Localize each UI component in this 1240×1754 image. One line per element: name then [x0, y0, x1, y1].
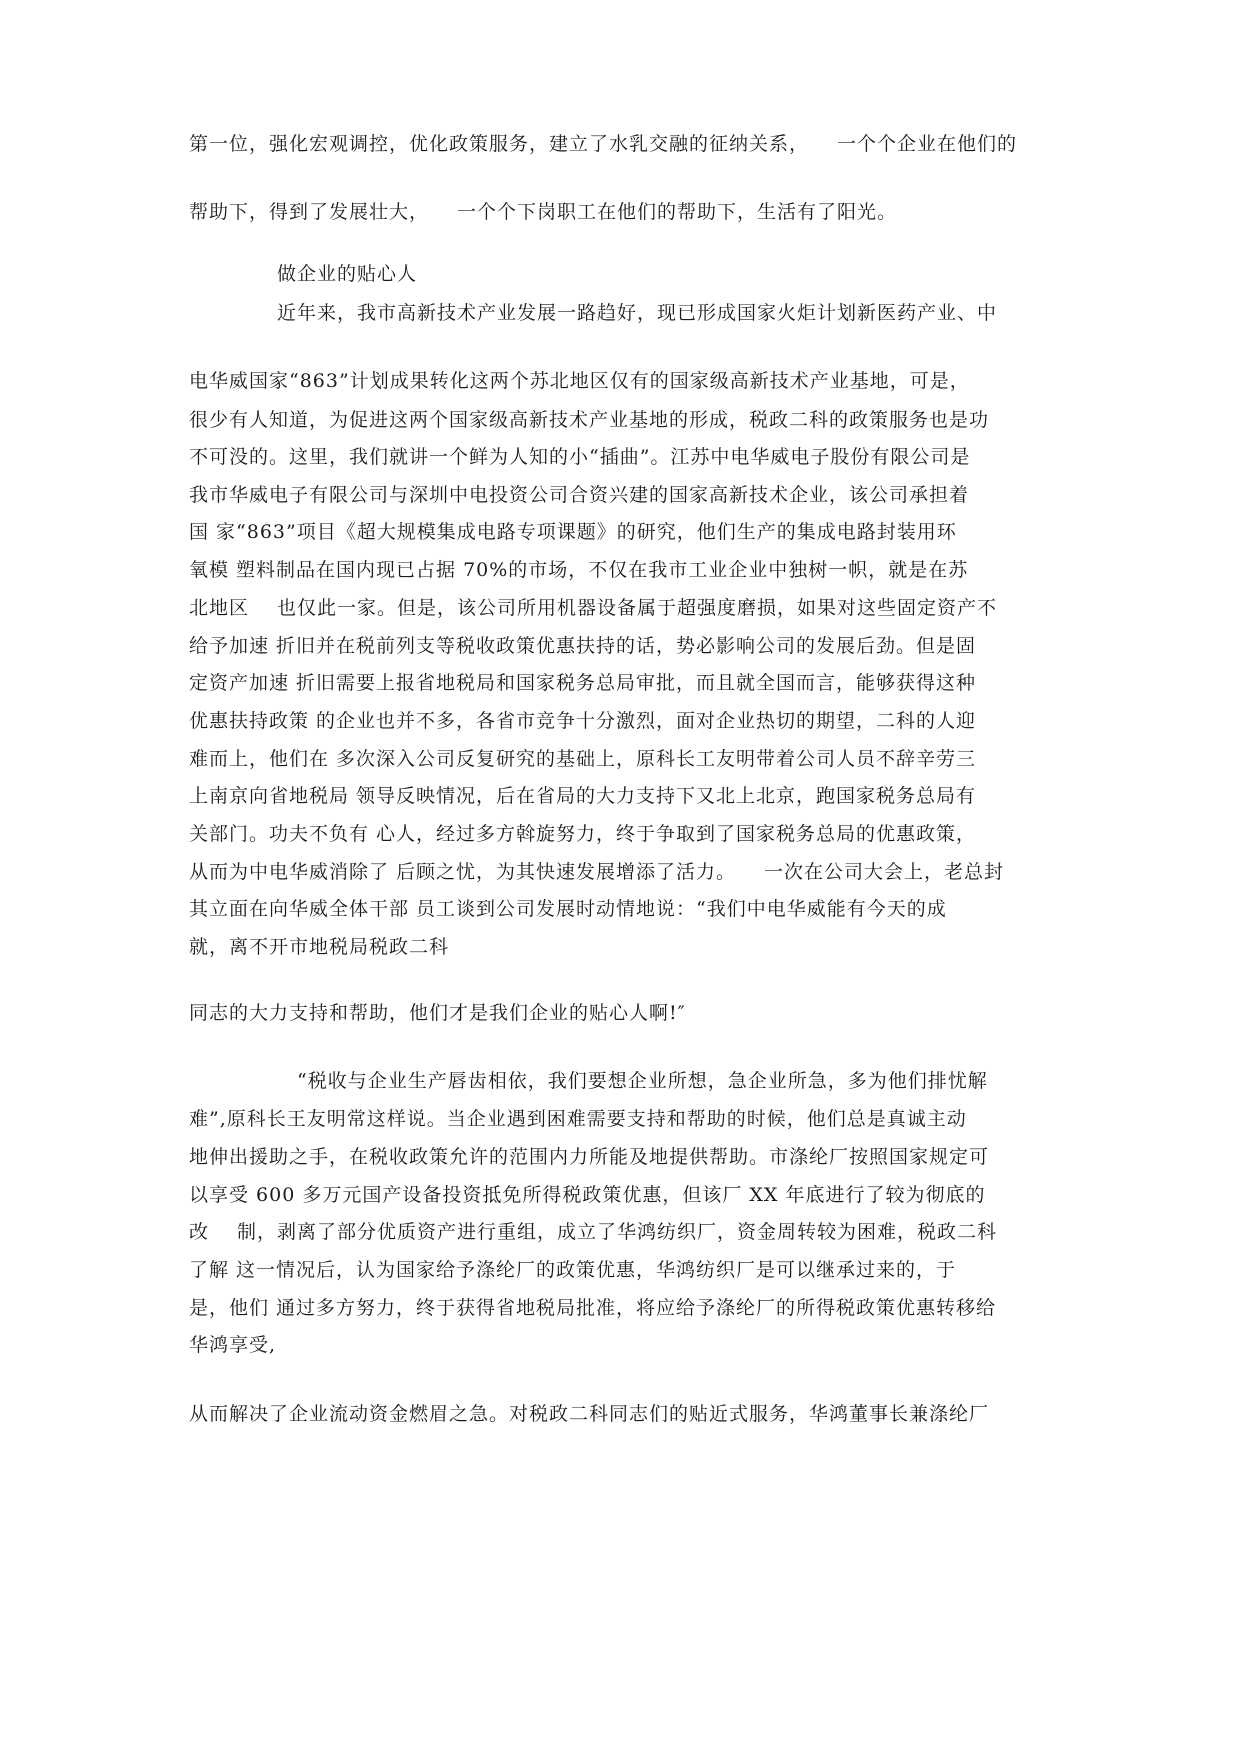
text-segment: 北地区	[189, 597, 250, 619]
text-line: 是，他们 通过多方努力，终于获得省地税局批准，将应给予涤纶厂的所得税政策优惠转移给	[189, 1297, 997, 1319]
text-segment: 制，剥离了部分优质资产进行重组，成立了华鸿纺织厂，资金周转较为困难，税政二科	[237, 1221, 998, 1243]
text-line: 以享受 600 多万元国产设备投资抵免所得税政策优惠，但该厂 XX 年底进行了较为彻底的	[189, 1184, 986, 1206]
text-line: 从而解决了企业流动资金燃眉之急。对税政二科同志们的贴近式服务，华鸿董事长兼涤纶厂	[189, 1403, 990, 1425]
text-line	[189, 130, 1017, 158]
text-line: 地伸出援助之手，在税收政策允许的范围内力所能及地提供帮助。市涤纶厂按照国家规定可	[189, 1146, 990, 1168]
text-line	[189, 858, 1004, 886]
text-segment: 帮助下，得到了发展壮大，	[189, 201, 430, 223]
text-line	[189, 198, 897, 226]
text-line: 电华威国家“863”计划成果转化这两个苏北地区仅有的国家级高新技术产业基地，可是，	[189, 370, 970, 392]
text-line: 难”,原科长王友明常这样说。当企业遇到困难需要支持和帮助的时候，他们总是真诚主动	[189, 1108, 967, 1130]
text-line: 氧模 塑料制品在国内现已占据 70%的市场，不仅在我市工业企业中独树一帜，就是在苏	[189, 559, 969, 581]
text-segment: 从而为中电华威消除了 后顾之忧，为其快速发展增添了活力。	[189, 861, 737, 883]
text-line: 其立面在向华威全体干部 员工谈到公司发展时动情地说：“我们中电华威能有今天的成	[189, 898, 947, 920]
text-segment: 一次在公司大会上，老总封	[764, 861, 1005, 883]
text-line: 难而上，他们在 多次深入公司反复研究的基础上，原科长工友明带着公司人员不辞辛劳三	[189, 748, 977, 770]
text-line	[189, 594, 997, 622]
text-line: 同志的大力支持和帮助，他们才是我们企业的贴心人啊!″	[189, 1002, 686, 1024]
text-line: “税收与企业生产唇齿相依，我们要想企业所想，急企业所急，多为他们排忧解	[297, 1070, 988, 1092]
text-line: 优惠扶持政策 的企业也并不多，各省市竞争十分激烈，面对企业热切的期望，二科的人迎	[189, 710, 977, 732]
section-heading: 做企业的贴心人	[277, 263, 418, 285]
text-segment: 一个个企业在他们的	[837, 133, 1018, 155]
text-line: 近年来，我市高新技术产业发展一路趋好，现已形成国家火炬计划新医药产业、中	[277, 302, 998, 324]
text-line: 给予加速 折旧并在税前列支等税收政策优惠扶持的话，势必影响公司的发展后劲。但是固	[189, 635, 977, 657]
text-line: 上南京向省地税局 领导反映情况，后在省局的大力支持下又北上北京，跑国家税务总局有	[189, 785, 977, 807]
text-line: 不可没的。这里，我们就讲一个鲜为人知的小“插曲”。江苏中电华威电子股份有限公司是	[189, 446, 971, 468]
text-segment: 一个个下岗职工在他们的帮助下，生活有了阳光。	[457, 201, 898, 223]
text-line: 很少有人知道，为促进这两个国家级高新技术产业基地的形成，税政二科的政策服务也是功	[189, 409, 990, 431]
text-segment: 也仅此一家。但是，该公司所用机器设备属于超强度磨损，如果对这些固定资产不	[277, 597, 998, 619]
text-line: 我市华威电子有限公司与深圳中电投资公司合资兴建的国家高新技术企业，该公司承担着	[189, 484, 970, 506]
text-line	[189, 1218, 997, 1246]
text-segment: 第一位，强化宏观调控，优化政策服务，建立了水乳交融的征纳关系，	[189, 133, 810, 155]
text-line: 关部门。功夫不负有 心人，经过多方斡旋努力，终于争取到了国家税务总局的优惠政策，	[189, 823, 977, 845]
text-line: 就，离不开市地税局税政二科	[189, 936, 450, 958]
text-line: 了解 这一情况后，认为国家给予涤纶厂的政策优惠，华鸿纺织厂是可以继承过来的，于	[189, 1259, 957, 1281]
text-line: 国 家“863”项目《超大规模集成电路专项课题》的研究，他们生产的集成电路封装用环	[189, 521, 957, 543]
text-line: 定资产加速 折旧需要上报省地税局和国家税务总局审批，而且就全国而言，能够获得这种	[189, 672, 977, 694]
text-segment: 改	[189, 1221, 210, 1243]
text-line: 华鸿享受,	[189, 1334, 277, 1356]
